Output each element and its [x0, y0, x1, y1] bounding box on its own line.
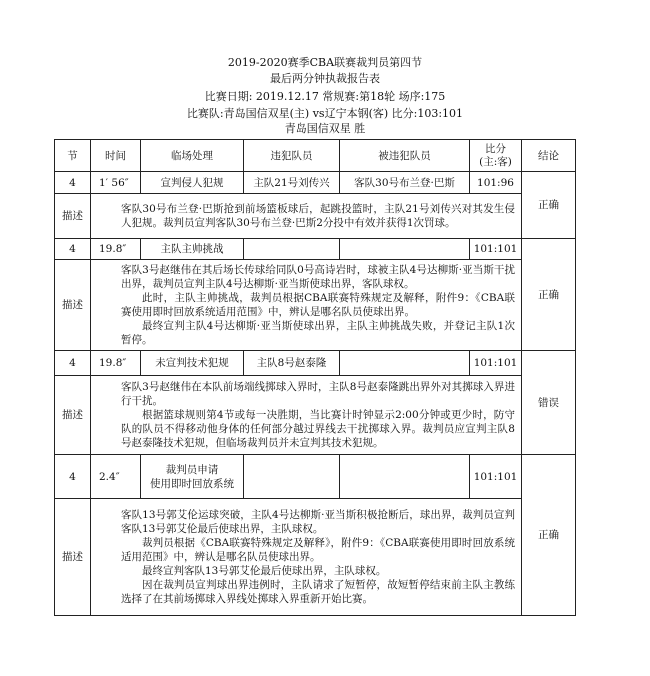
entry-description [91, 194, 522, 239]
report-subtitle: 最后两分钟执裁报告表 [270, 72, 380, 85]
column-header-row [55, 140, 576, 172]
entry-row [55, 351, 576, 376]
entry-fouler [244, 455, 340, 499]
entry-time: 2.4″ [91, 455, 141, 499]
entry-description [91, 376, 522, 455]
col-header-score: 比分 (主:客) [470, 140, 522, 172]
entry-score: 101:96 [470, 172, 522, 194]
entry-score: 101:101 [470, 351, 522, 376]
entry-fouled [340, 351, 470, 376]
description-paragraph: 客队3号赵继伟在本队前场端线掷球入界时，主队8号赵泰隆跳出界外对其掷球入界进行干扰。 [121, 381, 515, 407]
description-row [55, 376, 576, 455]
teams-score-line: 比赛队:青岛国信双星(主) vs辽宁本钢(客) 比分:103:101 [186, 107, 464, 120]
report-table-body [55, 140, 576, 616]
col-header-quarter: 节 [55, 140, 91, 172]
entry-conclusion: 错误 [522, 351, 576, 455]
entry-fouled [340, 455, 470, 499]
description-label: 描述 [55, 376, 91, 455]
description-label: 描述 [55, 499, 91, 616]
entry-conclusion: 正确 [522, 455, 576, 616]
description-paragraph: 最终宣判客队13号郭艾伦最后使球出界，主队球权。 [142, 565, 387, 577]
col-header-time: 时间 [91, 140, 141, 172]
entry-row [55, 172, 576, 194]
entry-time: 1′ 56″ [91, 172, 141, 194]
entry-action: 未宣判技术犯规 [141, 351, 244, 376]
entry-action: 主队主帅挑战 [141, 239, 244, 260]
description-paragraph: 根据篮球规则第4节或每一决胜期，当比赛计时钟显示2:00分钟或更少时，防守队的队员不得移动他身体的任何部分越过界线去干扰掷球入界。裁判员应宣判主队8号赵泰隆技术犯规，但临场裁判员并未宣判其技术犯规。 [121, 409, 515, 449]
entry-fouler [244, 239, 340, 260]
description-paragraph: 裁判员根据《CBA联赛特殊规定及解释》，附件9：《CBA联赛使用即时回放系统适用范围》中，辨认是哪名队员使球出界。 [121, 537, 515, 563]
col-header-action: 临场处理 [141, 140, 244, 172]
entry-score: 101:101 [470, 455, 522, 499]
entry-description [91, 499, 522, 616]
description-row [55, 499, 576, 616]
entry-time: 19.8″ [91, 351, 141, 376]
entry-fouled [340, 239, 470, 260]
match-info: 比赛日期: 2019.12.17 常规赛:第18轮 场序:175 [204, 90, 446, 103]
description-paragraph: 此时，主队主帅挑战，裁判员根据CBA联赛特殊规定及解释，附件9：《CBA联赛使用即时回放系统适用范围》中，辨认是哪名队员使球出界。 [121, 292, 515, 318]
report-table [54, 139, 576, 616]
entry-score: 101:101 [470, 239, 522, 260]
entry-quarter: 4 [55, 455, 91, 499]
entry-conclusion: 正确 [522, 239, 576, 351]
entry-conclusion: 正确 [522, 172, 576, 239]
entry-fouler: 主队8号赵泰隆 [244, 351, 340, 376]
entry-row [55, 239, 576, 260]
entry-fouler: 主队21号刘传兴 [244, 172, 340, 194]
winner-line: 青岛国信双星 胜 [284, 122, 366, 135]
entry-row [55, 455, 576, 499]
col-header-fouler: 违犯队员 [244, 140, 340, 172]
col-header-fouled: 被违犯队员 [340, 140, 470, 172]
entry-fouled: 客队30号布兰登·巴斯 [340, 172, 470, 194]
col-header-conclusion: 结论 [522, 140, 576, 172]
description-row [55, 260, 576, 351]
entry-action: 宣判侵人犯规 [141, 172, 244, 194]
entry-quarter: 4 [55, 239, 91, 260]
description-paragraph: 因在裁判员宣判球出界违例时，主队请求了短暂停，故短暂停结束前主队主教练选择了在其前场掷球入界线处掷球入界重新开始比赛。 [121, 579, 515, 605]
report-title: 2019-2020赛季CBA联赛裁判员第四节 [227, 56, 423, 69]
description-paragraph: 客队30号布兰登·巴斯抢到前场篮板球后，起跳投篮时，主队21号刘传兴对其发生侵人犯规。裁判员宣判客队30号布兰登·巴斯2分投中有效并获得1次罚球。 [121, 203, 515, 229]
entry-time: 19.8″ [91, 239, 141, 260]
entry-action: 裁判员申请 使用即时回放系统 [141, 455, 244, 499]
entry-quarter: 4 [55, 351, 91, 376]
description-paragraph: 客队3号赵继伟在其后场长传球给同队0号高诗岩时，球被主队4号达柳斯·亚当斯干扰出界，裁判员宣判主队4号达柳斯·亚当斯使球出界，客队球权。 [121, 264, 515, 290]
description-label: 描述 [55, 260, 91, 351]
entry-quarter: 4 [55, 172, 91, 194]
description-paragraph: 最终宣判主队4号达柳斯·亚当斯使球出界，主队主帅挑战失败，并登记主队1次暂停。 [121, 320, 515, 346]
entry-description [91, 260, 522, 351]
description-label: 描述 [55, 194, 91, 239]
description-row [55, 194, 576, 239]
description-paragraph: 客队13号郭艾伦运球突破，主队4号达柳斯·亚当斯积极抢断后，球出界，裁判员宣判客队13号郭艾伦最后使球出界，主队球权。 [121, 509, 515, 535]
